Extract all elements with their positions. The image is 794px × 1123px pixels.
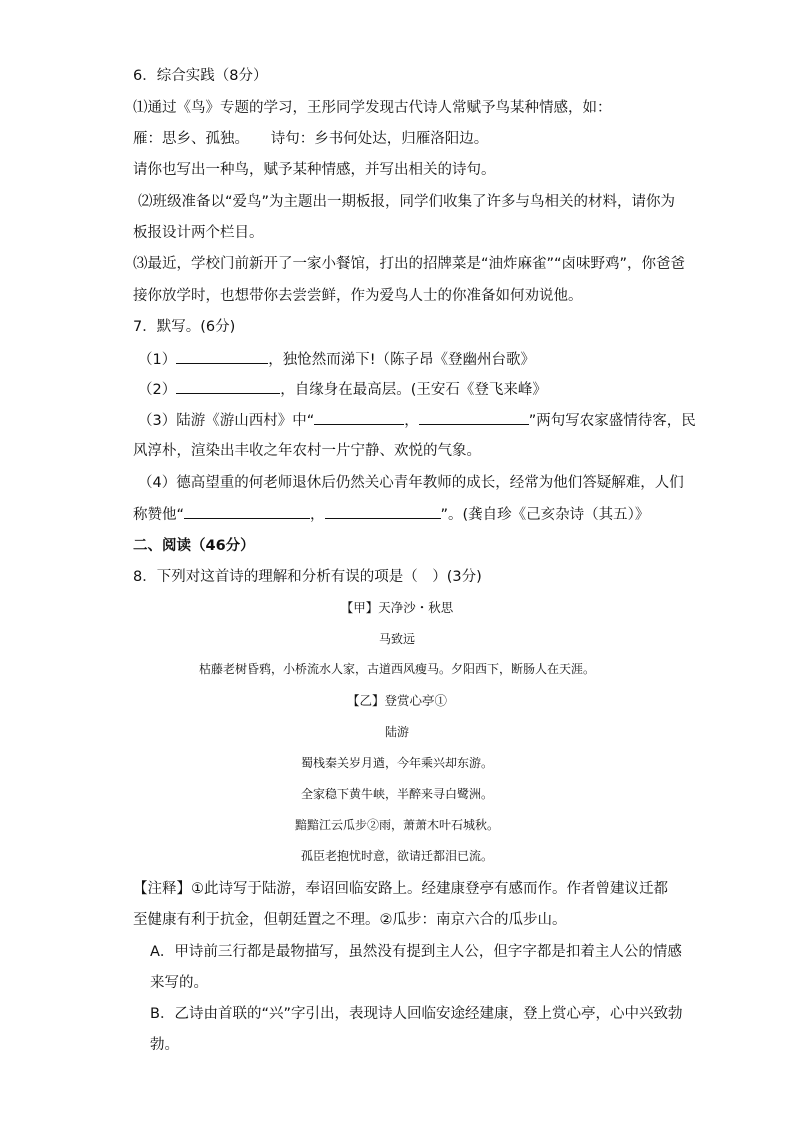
q6-part3-line2: 接你放学时，也想带你去尝尝鲜，作为爱鸟人士的你准备如何劝说他。 <box>133 288 583 304</box>
q7-item3 <box>138 410 696 431</box>
q7-item3-line2: 风淳朴，渲染出丰收之年农村一片宁静、欢悦的气象。 <box>133 443 481 459</box>
q7-item2-text: ，自缘身在最高层。(王安石《登飞来峰》 <box>280 382 547 398</box>
q7-item3-prefix: （3）陆游《游山西村》中“ <box>138 413 315 429</box>
q7-item2 <box>138 379 547 400</box>
poem-b-line: 孤臣老抱忧时意，欲请迁都泪已流。 <box>300 849 493 863</box>
annotation-line2: 至健康有利于抗金，但朝廷置之不理。②瓜步：南京六合的瓜步山。 <box>133 912 567 928</box>
q7-item2-number: （2） <box>138 382 177 398</box>
answer-blank[interactable] <box>176 379 280 394</box>
q7-item4-prefix: 称赞他“ <box>133 507 185 523</box>
poem-b-title: 【乙】登赏心亭① <box>346 693 447 708</box>
option-a-line2: 来写的。 <box>150 975 208 991</box>
q6-part1-line3: 请你也写出一种鸟，赋予某种情感，并写出相关的诗句。 <box>133 162 496 178</box>
option-a-line1: A．甲诗前三行都是最物描写，虽然没有提到主人公，但字字都是扣着主人公的情感 <box>150 944 682 960</box>
poem-a-title: 【甲】天净沙・秋思 <box>340 600 454 615</box>
option-b-line1: B．乙诗由首联的“兴”字引出，表现诗人回临安途经建康，登上赏心亭，心中兴致勃 <box>150 1006 683 1022</box>
answer-blank[interactable] <box>325 504 441 519</box>
q7-item3-separator: ， <box>404 413 419 429</box>
poem-b-line: 全家稳下黄牛峡，半醉来寻白鹭洲。 <box>300 787 493 801</box>
q8-stem: 8．下列对这首诗的理解和分析有误的项是（ ）(3分) <box>133 569 482 585</box>
poem-b-line: 蜀栈秦关岁月遒，今年乘兴却东游。 <box>300 756 493 770</box>
q6-part1-line1: ⑴通过《鸟》专题的学习，王彤同学发现古代诗人常赋予鸟某种情感，如： <box>133 100 612 116</box>
poem-a-author: 马致远 <box>378 632 415 646</box>
q7-heading: 7．默写。(6分) <box>133 319 236 335</box>
q6-part2-line1: ⑵班级准备以“爱鸟”为主题出一期板报，同学们收集了许多与鸟相关的材料，请你为 <box>138 194 676 210</box>
poem-b-author: 陆游 <box>384 725 409 739</box>
answer-blank[interactable] <box>314 410 404 425</box>
answer-blank[interactable] <box>176 349 268 364</box>
answer-blank[interactable] <box>184 504 310 519</box>
section-heading: 二、阅读（46分） <box>133 538 255 554</box>
poem-b-line: 黯黯江云瓜步②雨，萧萧木叶石城秋。 <box>294 818 499 832</box>
q6-part1-example: 雁：思乡、孤独。 诗句：乡书何处达，归雁洛阳边。 <box>133 131 489 147</box>
q7-item4-separator: ， <box>310 507 325 523</box>
annotation-line1: 【注释】①此诗写于陆游，奉诏回临安路上。经建康登亭有感而作。作者曾建议迁都 <box>133 881 668 897</box>
q7-item4-line2 <box>133 504 649 525</box>
q7-item1-number: （1） <box>138 352 177 368</box>
poem-a-text: 枯藤老树昏鸦，小桥流水人家，古道西风瘦马。夕阳西下，断肠人在天涯。 <box>198 662 595 676</box>
q7-item4-line1: （4）德高望重的何老师退休后仍然关心青年教师的成长，经常为他们答疑解难，人们 <box>138 475 684 491</box>
option-b-line2: 勃。 <box>150 1037 179 1053</box>
answer-blank[interactable] <box>419 410 529 425</box>
q6-heading: 6．综合实践（8分） <box>133 68 268 84</box>
q7-item1-text: ，独怆然而涕下!（陈子昂《登幽州台歌》 <box>268 352 536 368</box>
q6-part3-line1: ⑶最近，学校门前新开了一家小餐馆，打出的招牌菜是“油炸麻雀”“卤味野鸡”，你爸爸 <box>133 256 686 272</box>
q7-item3-suffix: ”两句写农家盛情待客，民 <box>528 413 696 429</box>
q7-item4-suffix: ”。(龚自珍《己亥杂诗（其五）》 <box>440 507 650 523</box>
q7-item1 <box>138 349 535 370</box>
q6-part2-line2: 板报设计两个栏目。 <box>133 225 264 241</box>
